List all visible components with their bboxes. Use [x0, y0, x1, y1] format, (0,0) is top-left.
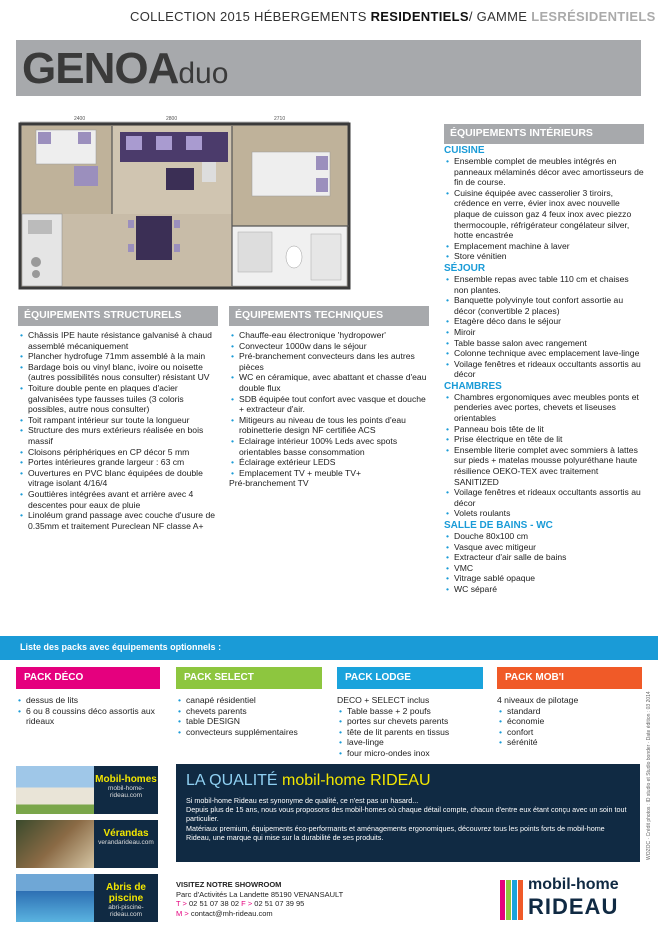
- collection-prefix: COLLECTION 2015 HÉBERGEMENTS: [130, 9, 367, 24]
- quality-p3: Matériaux premium, équipements éco-performants et aménagements ergonomiques, découvrez tous les points forts de mobil-home Rideau, une marque qui mise sur la durabilité de ses produits.: [186, 823, 605, 842]
- list-item: • Ensemble literie complet avec sommiers à lattes sur pieds + matelas mousse polyuréthane haute résilience OEKO-TEX avec traitement SANITIZED: [444, 445, 644, 487]
- quality-heading-a: LA QUALITÉ: [186, 772, 278, 789]
- sdb-list: [444, 531, 644, 595]
- techniques-heading: ÉQUIPEMENTS TECHNIQUES: [229, 306, 429, 326]
- pack-lodge-list: [337, 695, 487, 759]
- interior-column: [444, 124, 644, 595]
- phone-value[interactable]: 02 51 07 38 02: [189, 899, 240, 908]
- showroom-address: Parc d'Activités La Landette 85190 VENANSAULT: [176, 889, 344, 899]
- piscine-photo: [16, 874, 96, 922]
- list-item: • Mitigeurs au niveau de tous les points d'eau robinetterie design NF certifiée ACS: [229, 415, 429, 436]
- mobil-home-photo: [16, 766, 96, 814]
- list-item: • tête de lit parents en tissus: [337, 727, 487, 738]
- showroom-email: [176, 909, 476, 919]
- list-item: • Cloisons périphériques en CP décor 5 mm: [18, 447, 218, 458]
- mobil-homes-link[interactable]: [94, 766, 158, 814]
- structurels-heading: ÉQUIPEMENTS STRUCTURELS: [18, 306, 218, 326]
- list-item: • Linoléum grand passage avec couche d'usure de 0.35mm et traitement Pureclean NF classe A+: [18, 510, 218, 531]
- abris-piscine-link[interactable]: [94, 874, 158, 922]
- fax-label: F >: [241, 899, 253, 908]
- pack-lodge-title: PACK LODGE: [337, 667, 483, 689]
- showroom-title: VISITEZ NOTRE SHOWROOM: [176, 880, 282, 889]
- list-item: • Éclairage extérieur LEDS: [229, 457, 429, 468]
- list-item: • Emplacement machine à laver: [444, 241, 644, 252]
- list-item: • SDB équipée tout confort avec vasque et douche + extracteur d'air.: [229, 394, 429, 415]
- fax-value: 02 51 07 39 95: [254, 899, 305, 908]
- pack-select-title: PACK SELECT: [176, 667, 322, 689]
- cuisine-list: [444, 156, 644, 262]
- list-item: • Table basse + 2 poufs: [337, 706, 487, 717]
- pack-deco-list: [16, 695, 166, 727]
- list-item: • Chambres ergonomiques avec meubles ponts et penderies avec portes, chevets et liseuses orientables: [444, 392, 644, 424]
- structurels-column: [18, 306, 218, 531]
- list-item: • Ensemble repas avec table 110 cm et chaises non plantes.: [444, 274, 644, 295]
- techniques-list: [229, 330, 429, 478]
- list-item: • confort: [497, 727, 617, 738]
- list-item: • Miroir: [444, 327, 644, 338]
- list-item: • Ensemble complet de meubles intégrés en panneaux mélaminés décor avec amortisseurs de fin de course.: [444, 156, 644, 188]
- list-item: • Etagère déco dans le séjour: [444, 316, 644, 327]
- sdb-heading: SALLE DE BAINS - WC: [444, 520, 553, 531]
- quality-p2: Depuis plus de 15 ans, nous vous proposons des mobil-homes où chaque détail compte, chacun d'entre eux étant conçu avec un soin tout particulier.: [186, 805, 627, 824]
- brand-logo: [500, 872, 642, 924]
- list-item: • Eclairage intérieur 100% Leds avec spots orientables basse consommation: [229, 436, 429, 457]
- list-item: • Prise électrique en tête de lit: [444, 434, 644, 445]
- showroom: [176, 880, 476, 918]
- list-item: • Store vénitien: [444, 251, 644, 262]
- list-item: • Toit rampant intérieur sur toute la longueur: [18, 415, 218, 426]
- dim-label-2: 2800: [166, 116, 178, 122]
- vertical-note-text: WOZOC · Crédit photos : ID studio et Studio bonder · Date édition : 03 2014: [646, 691, 652, 860]
- list-item: • dessus de lits: [16, 695, 166, 706]
- pack-deco-title: PACK DÉCO: [16, 667, 160, 689]
- mobil-homes-link-url: mobil-home-rideau.com: [107, 785, 145, 799]
- pack-mobi-title: PACK MOB'I: [497, 667, 642, 689]
- list-item: • Portes intérieures grande largeur : 63 cm: [18, 457, 218, 468]
- list-item: • Banquette polyvinyle tout confort assortie au décor (convertible 2 places): [444, 295, 644, 316]
- title-bar: [16, 40, 641, 96]
- quality-block: [176, 764, 640, 862]
- list-item: • Structure des murs extérieurs réalisée en bois massif: [18, 425, 218, 446]
- pack-lodge-intro: DECO + SELECT inclus: [337, 695, 430, 705]
- list-item: • chevets parents: [176, 706, 326, 717]
- pack-mobi-list: [497, 695, 617, 748]
- list-item: • table DESIGN: [176, 716, 326, 727]
- dim-label-1: 2400: [74, 116, 86, 122]
- showroom-phones: [176, 899, 476, 909]
- quality-body: [186, 796, 630, 842]
- list-item: • standard: [497, 706, 617, 717]
- title-suffix: duo: [178, 57, 229, 90]
- list-item: • Gouttières intégrées avant et arrière avec 4 descentes pour eaux de pluie: [18, 489, 218, 510]
- verandas-link-url: verandarideau.com: [98, 839, 154, 846]
- list-item: • économie: [497, 716, 617, 727]
- email-value[interactable]: contact@mh-rideau.com: [190, 908, 273, 918]
- abris-piscine-link-url: abri-piscine-rideau.com: [108, 904, 144, 918]
- list-item: • portes sur chevets parents: [337, 716, 487, 727]
- sejour-list: [444, 274, 644, 380]
- vertical-note: [646, 680, 656, 860]
- list-item: • Chauffe-eau électronique 'hydropower': [229, 330, 429, 341]
- list-item: • lave-linge: [337, 737, 487, 748]
- collection-mid: / GAMME: [468, 9, 528, 24]
- list-item: • Vasque avec mitigeur: [444, 542, 644, 553]
- list-item: • Voilage fenêtres et rideaux occultants assortis au décor: [444, 359, 644, 380]
- floor-plan-drawing: [16, 112, 353, 292]
- logo-line2: RIDEAU: [528, 894, 619, 919]
- list-item: • Cuisine équipée avec casserolier 3 tiroirs, crédence en verre, évier inox avec nouvelle plaque de cuisson gaz 4 feux inox avec piezzo thermocouple, réfrigérateur congélateur silver, hotte encastrée: [444, 188, 644, 241]
- chambres-list: [444, 392, 644, 519]
- phone-label: T >: [176, 899, 187, 908]
- quality-heading-b: mobil-home RIDEAU: [282, 772, 431, 789]
- veranda-photo: [16, 820, 96, 868]
- techniques-tail: Pré-branchement TV: [229, 478, 309, 489]
- pack-mobi-intro: 4 niveaux de pilotage: [497, 695, 579, 705]
- cuisine-heading: CUISINE: [444, 145, 485, 156]
- list-item: • Ouvertures en PVC blanc équipées de double vitrage isolant 4/16/4: [18, 468, 218, 489]
- list-item: • Voilage fenêtres et rideaux occultants assortis au décor: [444, 487, 644, 508]
- email-label: M >: [176, 908, 189, 918]
- list-item: • Plancher hydrofuge 71mm assemblé à la main: [18, 351, 218, 362]
- title-main: GENOA: [22, 44, 179, 93]
- verandas-link-title: Vérandas: [103, 828, 149, 839]
- list-item: • Table basse salon avec rangement: [444, 338, 644, 349]
- list-item: • Bardage bois ou vinyl blanc, ivoire ou noisette (autres possibilités nous consulter) résistant UV: [18, 362, 218, 383]
- list-item: • WC séparé: [444, 584, 644, 595]
- list-item: • Vitrage sablé opaque: [444, 573, 644, 584]
- floor-plan: [16, 112, 353, 292]
- list-item: • Volets roulants: [444, 508, 644, 519]
- page-title: [22, 44, 228, 94]
- list-item: • Convecteur 1000w dans le séjour: [229, 341, 429, 352]
- quality-p1: Si mobil-home Rideau est synonyme de qualité, ce n'est pas un hasard...: [186, 796, 419, 805]
- list-item: • VMC: [444, 563, 644, 574]
- dining-table: [136, 216, 172, 260]
- quality-heading: [186, 772, 431, 790]
- list-item: • WC en céramique, avec abattant et chasse d'eau double flux: [229, 372, 429, 393]
- list-item: • Châssis IPE haute résistance galvanisé à chaud assemblé mécaniquement: [18, 330, 218, 351]
- list-item: • Douche 80x100 cm: [444, 531, 644, 542]
- logo-line1: mobil-home: [528, 876, 619, 893]
- list-item: • 6 ou 8 coussins déco assortis aux rideaux: [16, 706, 166, 727]
- abris-piscine-link-title: Abris de piscine: [105, 882, 146, 904]
- list-item: • Extracteur d'air salle de bains: [444, 552, 644, 563]
- chambres-heading: CHAMBRES: [444, 380, 502, 392]
- structurels-list: [18, 330, 218, 531]
- list-item: • Colonne technique avec emplacement lave-linge: [444, 348, 644, 359]
- list-item: • convecteurs supplémentaires: [176, 727, 326, 738]
- list-item: • Emplacement TV + meuble TV+: [229, 468, 429, 479]
- sejour-heading: SÉJOUR: [444, 262, 486, 274]
- techniques-column: [229, 306, 429, 489]
- interior-heading: ÉQUIPEMENTS INTÉRIEURS: [444, 124, 644, 144]
- list-item: • four micro-ondes inox: [337, 748, 487, 759]
- list-item: • Pré-branchement convecteurs dans les autres pièces: [229, 351, 429, 372]
- verandas-link[interactable]: [94, 820, 158, 868]
- pack-select-list: [176, 695, 326, 737]
- packs-band-title: Liste des packs avec équipements optionnels :: [20, 642, 222, 652]
- dim-label-3: 2710: [274, 116, 286, 122]
- collection-header: [130, 9, 656, 24]
- list-item: • canapé résidentiel: [176, 695, 326, 706]
- list-item: • sérénité: [497, 737, 617, 748]
- list-item: • Toiture double pente en plaques d'acier galvanisées type fausses tuiles (3 coloris possibles, autre nous consulter): [18, 383, 218, 415]
- collection-light: LESRÉSIDENTIELS: [531, 9, 656, 24]
- collection-bold: RESIDENTIELS: [370, 9, 469, 24]
- list-item: • Panneau bois tête de lit: [444, 424, 644, 435]
- mobil-homes-link-title: Mobil-homes: [95, 774, 157, 785]
